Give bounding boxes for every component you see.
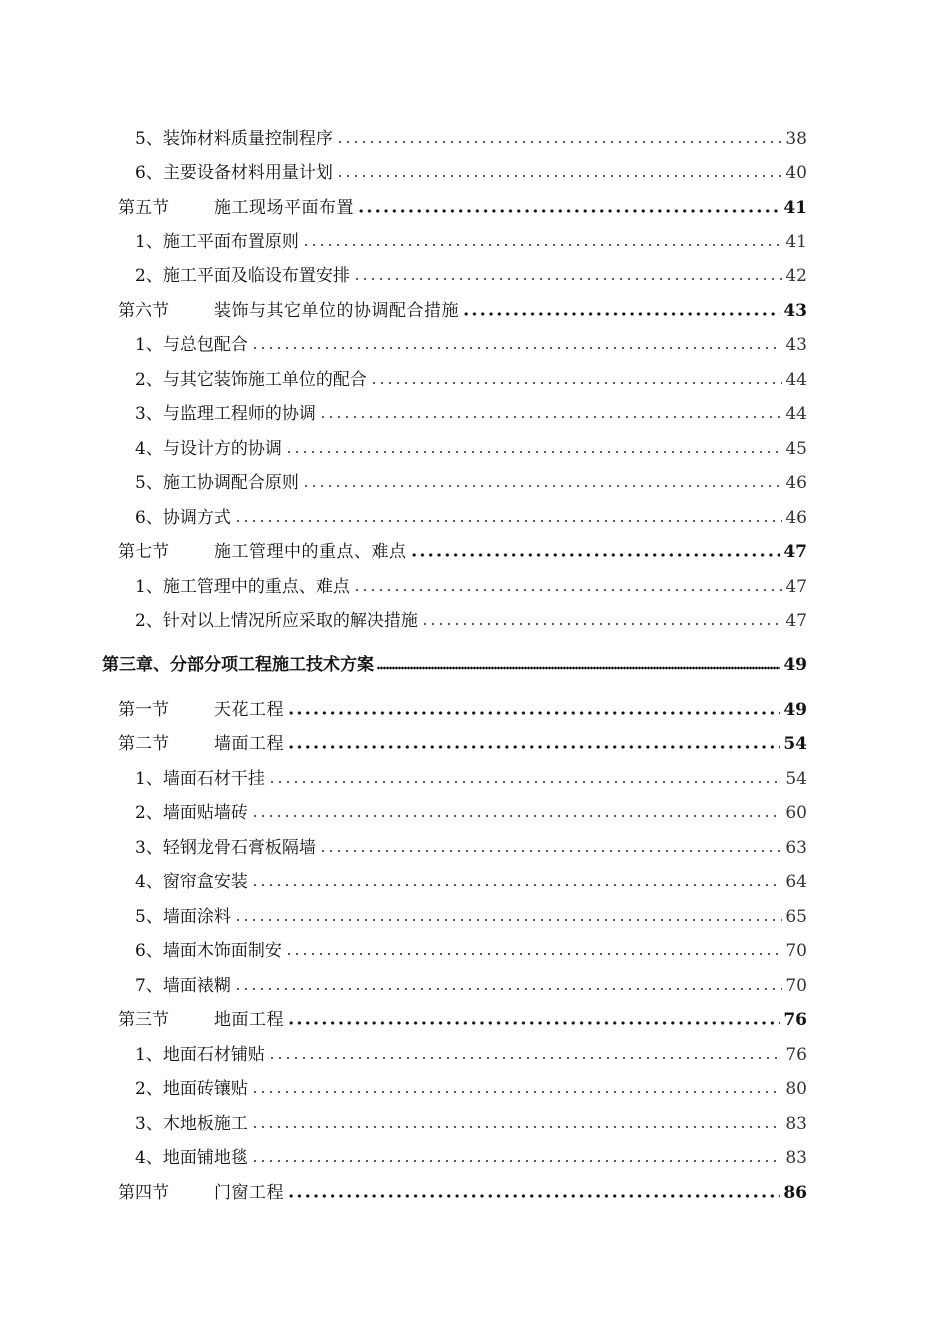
toc-entry-title: 地面工程 bbox=[214, 1010, 284, 1030]
toc-entry-label bbox=[135, 129, 333, 149]
toc-section[interactable] bbox=[118, 690, 807, 720]
toc-section[interactable] bbox=[118, 291, 807, 321]
toc-entry-label bbox=[135, 473, 299, 493]
dot-leader bbox=[251, 813, 782, 819]
dot-leader bbox=[287, 1193, 780, 1199]
toc-item[interactable] bbox=[135, 119, 807, 149]
toc-entry-number: 第七节 bbox=[118, 542, 169, 562]
dot-leader bbox=[234, 917, 782, 923]
toc-page-number: 42 bbox=[785, 266, 807, 286]
toc-entry-title: 窗帘盒安装 bbox=[162, 872, 248, 892]
toc-entry-label bbox=[118, 198, 354, 218]
toc-entry-number: 第六节 bbox=[118, 301, 169, 321]
toc-page-number: 49 bbox=[783, 700, 807, 720]
toc-entry-label bbox=[135, 404, 316, 424]
toc-item[interactable] bbox=[135, 256, 807, 286]
toc-entry-label bbox=[135, 577, 350, 597]
toc-page-number: 70 bbox=[785, 941, 807, 961]
toc-entry-title: 墙面木饰面制安 bbox=[162, 941, 282, 961]
dot-leader bbox=[251, 882, 782, 888]
toc-page-number: 47 bbox=[785, 611, 807, 631]
toc-page-number: 83 bbox=[785, 1148, 807, 1168]
toc-entry-title: 施工平面及临设布置安排 bbox=[162, 266, 350, 286]
toc-entry-title: 施工平面布置原则 bbox=[162, 232, 299, 252]
toc-entry-label bbox=[135, 611, 418, 631]
toc-entry-label bbox=[118, 542, 407, 562]
toc-section[interactable] bbox=[118, 188, 807, 218]
toc-item[interactable] bbox=[135, 862, 807, 892]
toc-entry-title: 与总包配合 bbox=[162, 335, 248, 355]
toc-item[interactable] bbox=[135, 601, 807, 631]
toc-entry-label bbox=[135, 838, 316, 858]
dot-leader bbox=[285, 449, 782, 455]
dot-leader bbox=[302, 483, 782, 489]
toc-entry-label bbox=[135, 1148, 248, 1168]
toc-page-number: 43 bbox=[785, 335, 807, 355]
dot-leader bbox=[287, 710, 780, 716]
toc-entry-title: 装饰与其它单位的协调配合措施 bbox=[214, 301, 459, 321]
toc-entry-number: 7、 bbox=[135, 976, 163, 996]
toc-entry-title: 施工协调配合原则 bbox=[162, 473, 299, 493]
toc-entry-title: 协调方式 bbox=[162, 508, 231, 528]
toc-page-number: 49 bbox=[783, 655, 807, 675]
toc-entry-label bbox=[135, 370, 367, 390]
toc-page-number: 44 bbox=[785, 404, 807, 424]
toc-entry-number: 5、 bbox=[135, 129, 163, 149]
toc-entry-label bbox=[135, 508, 231, 528]
toc-item[interactable] bbox=[135, 498, 807, 528]
toc-entry-number: 3、 bbox=[135, 1114, 163, 1134]
toc-entry-number: 3、 bbox=[135, 404, 163, 424]
toc-page-number: 41 bbox=[783, 198, 807, 218]
toc-entry-label bbox=[118, 1010, 284, 1030]
toc-entry-number: 5、 bbox=[135, 907, 163, 927]
toc-entry-number: 1、 bbox=[135, 769, 163, 789]
toc-entry-number: 1、 bbox=[135, 232, 163, 252]
toc-entry-title: 与设计方的协调 bbox=[162, 439, 282, 459]
toc-entry-label bbox=[135, 266, 350, 286]
toc-page-number: 43 bbox=[783, 301, 807, 321]
dot-leader bbox=[353, 587, 782, 593]
dot-leader bbox=[302, 242, 782, 248]
toc-entry-number: 第三节 bbox=[118, 1010, 169, 1030]
toc-entry-title: 第三章、分部分项工程施工技术方案 bbox=[102, 655, 374, 675]
dot-leader bbox=[353, 276, 782, 282]
toc-section[interactable] bbox=[118, 1173, 807, 1203]
toc-entry-label bbox=[118, 301, 459, 321]
toc-page-number: 83 bbox=[785, 1114, 807, 1134]
toc-entry-label bbox=[118, 734, 284, 754]
toc-entry-number: 3、 bbox=[135, 838, 163, 858]
toc-entry-title: 装饰材料质量控制程序 bbox=[162, 129, 333, 149]
toc-entry-title: 轻钢龙骨石膏板隔墙 bbox=[162, 838, 316, 858]
toc-entry-number: 5、 bbox=[135, 473, 163, 493]
toc-entry-title: 门窗工程 bbox=[214, 1183, 284, 1203]
toc-page-number: 47 bbox=[785, 577, 807, 597]
toc-entry-title: 地面砖镶贴 bbox=[162, 1079, 248, 1099]
toc-item[interactable] bbox=[135, 1035, 807, 1065]
toc-page-number: 38 bbox=[785, 129, 807, 149]
toc-item[interactable] bbox=[135, 360, 807, 390]
toc-item[interactable] bbox=[135, 153, 807, 183]
dot-leader bbox=[251, 1124, 782, 1130]
toc-page-number: 76 bbox=[785, 1045, 807, 1065]
toc-section[interactable] bbox=[118, 1000, 807, 1030]
toc-entry-label bbox=[135, 163, 333, 183]
dot-leader bbox=[251, 1158, 782, 1164]
toc-page-number: 54 bbox=[785, 769, 807, 789]
toc-item[interactable] bbox=[135, 1104, 807, 1134]
toc-page-number: 40 bbox=[785, 163, 807, 183]
toc-item[interactable] bbox=[135, 567, 807, 597]
toc-entry-title: 与监理工程师的协调 bbox=[162, 404, 316, 424]
dot-leader bbox=[287, 744, 780, 750]
toc-page-number: 64 bbox=[785, 872, 807, 892]
dot-leader bbox=[421, 621, 782, 627]
toc-entry-label bbox=[135, 1114, 248, 1134]
toc-section[interactable] bbox=[118, 724, 807, 754]
toc-entry-number: 4、 bbox=[135, 439, 163, 459]
toc-entry-title: 针对以上情况所应采取的解决措施 bbox=[162, 611, 418, 631]
toc-entry-label bbox=[135, 803, 248, 823]
toc-page-number: 45 bbox=[785, 439, 807, 459]
toc-entry-number: 4、 bbox=[135, 872, 163, 892]
toc-entry-label bbox=[135, 976, 231, 996]
toc-entry-title: 墙面贴墙砖 bbox=[162, 803, 248, 823]
toc-entry-title: 施工现场平面布置 bbox=[214, 198, 354, 218]
toc-entry-number: 第五节 bbox=[118, 198, 169, 218]
toc-entry-number: 4、 bbox=[135, 1148, 163, 1168]
dot-leader bbox=[251, 1089, 782, 1095]
toc-entry-label bbox=[135, 872, 248, 892]
dot-leader bbox=[462, 311, 780, 317]
toc-chapter[interactable] bbox=[102, 645, 807, 675]
toc-item[interactable] bbox=[135, 931, 807, 961]
dot-leader bbox=[357, 208, 780, 214]
toc-entry-title: 墙面裱糊 bbox=[162, 976, 231, 996]
toc-entry-label bbox=[135, 941, 282, 961]
toc-entry-number: 第一节 bbox=[118, 700, 169, 720]
toc-page-number: 46 bbox=[785, 508, 807, 528]
toc-item[interactable] bbox=[135, 394, 807, 424]
toc-entry-label bbox=[118, 700, 284, 720]
toc-page-number: 80 bbox=[785, 1079, 807, 1099]
toc-entry-title: 墙面涂料 bbox=[162, 907, 231, 927]
toc-item[interactable] bbox=[135, 759, 807, 789]
toc-entry-title: 与其它装饰施工单位的配合 bbox=[162, 370, 367, 390]
toc-item[interactable] bbox=[135, 897, 807, 927]
toc-page-number: 44 bbox=[785, 370, 807, 390]
toc-section[interactable] bbox=[118, 532, 807, 562]
toc-entry-title: 施工管理中的重点、难点 bbox=[162, 577, 350, 597]
toc-entry-title: 地面石材铺贴 bbox=[162, 1045, 265, 1065]
toc-entry-number: 2、 bbox=[135, 1079, 163, 1099]
toc-entry-title: 天花工程 bbox=[214, 700, 284, 720]
toc-entry-title: 地面铺地毯 bbox=[162, 1148, 248, 1168]
toc-item[interactable] bbox=[135, 793, 807, 823]
dot-leader bbox=[319, 848, 782, 854]
toc-item[interactable] bbox=[135, 1069, 807, 1099]
toc-entry-number: 6、 bbox=[135, 163, 163, 183]
toc-item[interactable] bbox=[135, 222, 807, 252]
toc-entry-number: 2、 bbox=[135, 370, 163, 390]
toc-entry-label bbox=[118, 1183, 284, 1203]
toc-entry-number: 6、 bbox=[135, 941, 163, 961]
toc-entry-title: 木地板施工 bbox=[162, 1114, 248, 1134]
toc-item[interactable] bbox=[135, 1138, 807, 1168]
toc-entry-label bbox=[135, 335, 248, 355]
toc-entry-label bbox=[135, 907, 231, 927]
toc-item[interactable] bbox=[135, 325, 807, 355]
toc-page-number: 86 bbox=[783, 1183, 807, 1203]
toc-entry-label bbox=[135, 769, 265, 789]
toc-entry-label bbox=[102, 655, 374, 675]
toc-page-number: 76 bbox=[783, 1010, 807, 1030]
toc-page-number: 54 bbox=[783, 734, 807, 754]
dot-leader bbox=[268, 1055, 782, 1061]
dot-leader bbox=[234, 518, 782, 524]
toc-item[interactable] bbox=[135, 463, 807, 493]
toc-entry-number: 第四节 bbox=[118, 1183, 169, 1203]
toc-page-number: 41 bbox=[785, 232, 807, 252]
toc-page-number: 46 bbox=[785, 473, 807, 493]
toc-entry-number: 第二节 bbox=[118, 734, 169, 754]
toc-page-number: 60 bbox=[785, 803, 807, 823]
dot-leader bbox=[370, 380, 782, 386]
toc-entry-label bbox=[135, 1079, 248, 1099]
toc-item[interactable] bbox=[135, 828, 807, 858]
dot-leader bbox=[319, 414, 782, 420]
toc-entry-title: 主要设备材料用量计划 bbox=[162, 163, 333, 183]
toc-entry-number: 2、 bbox=[135, 611, 163, 631]
toc-entry-label bbox=[135, 232, 299, 252]
dot-leader bbox=[268, 779, 782, 785]
toc-page-number: 70 bbox=[785, 976, 807, 996]
dot-leader bbox=[285, 951, 782, 957]
toc-entry-title: 墙面工程 bbox=[214, 734, 284, 754]
toc-page-number: 63 bbox=[785, 838, 807, 858]
toc-item[interactable] bbox=[135, 429, 807, 459]
toc-entry-number: 2、 bbox=[135, 266, 163, 286]
toc-entry-number: 1、 bbox=[135, 1045, 163, 1065]
dot-leader bbox=[234, 986, 782, 992]
toc-page-number: 47 bbox=[783, 542, 807, 562]
dot-leader bbox=[410, 552, 781, 558]
toc-entry-label bbox=[135, 439, 282, 459]
dot-leader bbox=[336, 173, 782, 179]
toc-entry-label bbox=[135, 1045, 265, 1065]
toc-entry-title: 墙面石材干挂 bbox=[162, 769, 265, 789]
dot-leader bbox=[377, 666, 780, 670]
toc-item[interactable] bbox=[135, 966, 807, 996]
toc-entry-number: 1、 bbox=[135, 577, 163, 597]
dot-leader bbox=[251, 345, 782, 351]
dot-leader bbox=[336, 139, 782, 145]
dot-leader bbox=[287, 1020, 780, 1026]
toc-entry-number: 2、 bbox=[135, 803, 163, 823]
toc-page-number: 65 bbox=[785, 907, 807, 927]
toc-entry-number: 6、 bbox=[135, 508, 163, 528]
toc-entry-title: 施工管理中的重点、难点 bbox=[214, 542, 407, 562]
toc-entry-number: 1、 bbox=[135, 335, 163, 355]
